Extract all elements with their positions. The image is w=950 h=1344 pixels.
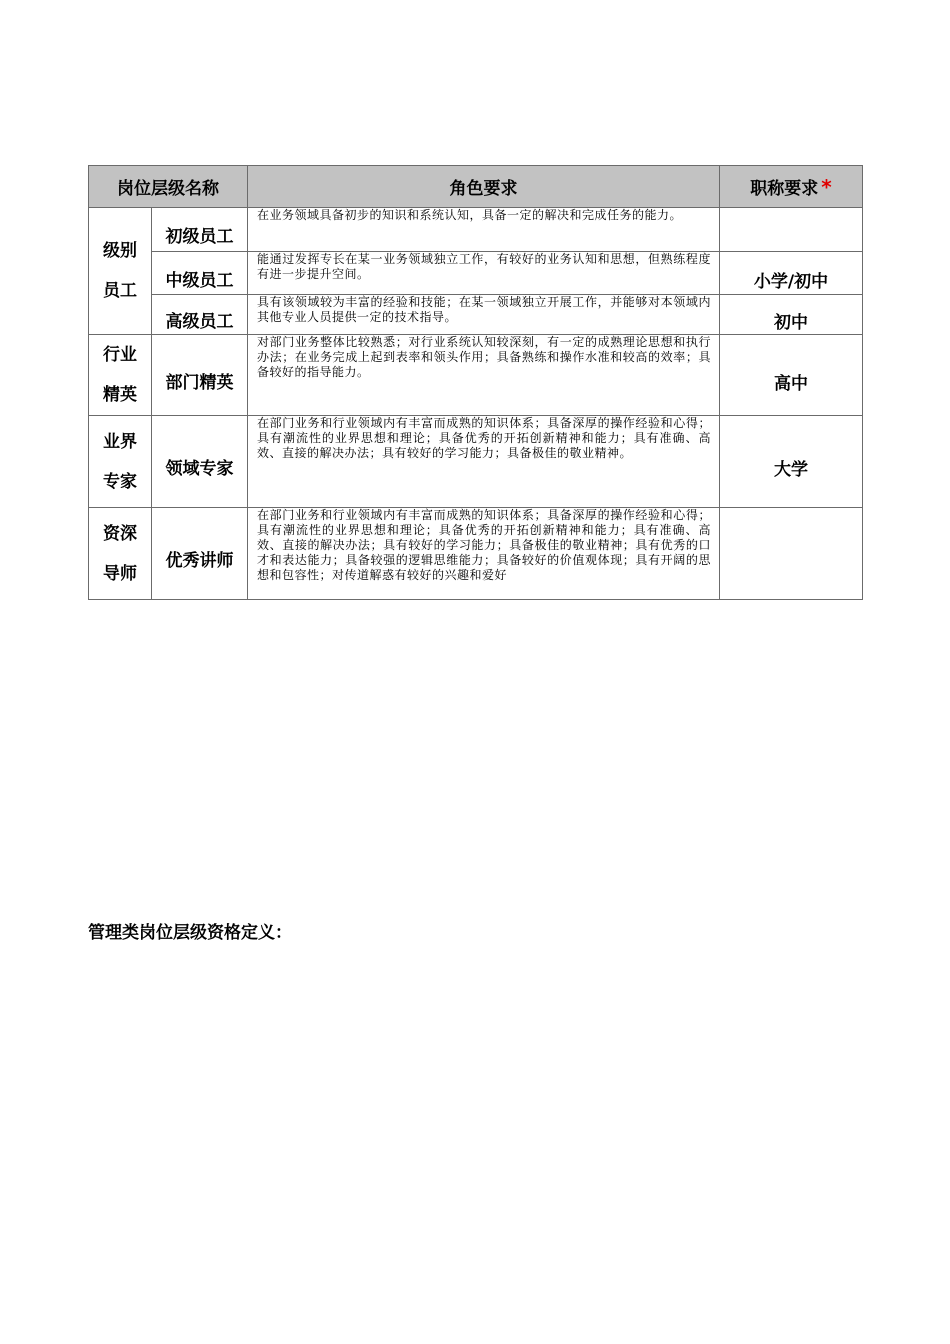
level-name: 优秀讲师 (165, 551, 234, 571)
group-name-line2: 员工 (103, 281, 137, 301)
table-row (89, 252, 863, 295)
group-name-line2: 精英 (103, 385, 137, 405)
group-cell-industry-elite (89, 335, 152, 416)
level-cell (152, 508, 248, 600)
header-title-label: 职称要求 (750, 179, 819, 199)
level-cell (152, 208, 248, 252)
level-name: 高级员工 (165, 312, 234, 332)
required-marker: * (821, 175, 832, 199)
table-row (89, 416, 863, 508)
table-row (89, 508, 863, 600)
title-cell (720, 295, 863, 335)
description-cell: 在部门业务和行业领域内有丰富而成熟的知识体系；具备深厚的操作经验和心得；具有潮流性的业界思想和理论；具备优秀的开拓创新精神和能力；具有准确、高效、直接的解决办法；具有较好的学习能力；具备极佳的敬业精神；具有优秀的口才和表达能力；具备较强的逻辑思维能力；具备较好的价值观体现；具有开阔的思想和包容性；对传道解惑有较好的兴趣和爱好 (248, 508, 720, 600)
group-name-line1: 业界 (103, 431, 137, 452)
table-row (89, 335, 863, 416)
qualification-table (88, 165, 863, 600)
table-row (89, 295, 863, 335)
group-name-line2: 专家 (103, 471, 137, 492)
group-name-line1: 行业 (103, 345, 137, 365)
title-value: 高中 (774, 373, 808, 394)
level-cell (152, 252, 248, 295)
level-cell (152, 295, 248, 335)
level-name: 初级员工 (165, 227, 234, 247)
group-cell-senior-mentor (89, 508, 152, 600)
level-cell (152, 335, 248, 416)
description-cell: 对部门业务整体比较熟悉；对行业系统认知较深刻，有一定的成熟理论思想和执行办法；在业务完成上起到表率和领头作用；具备熟练和操作水准和较高的效率；具备较好的指导能力。 (248, 335, 720, 416)
group-name-line1: 级别 (103, 241, 137, 261)
description-cell: 在部门业务和行业领域内有丰富而成熟的知识体系；具备深厚的操作经验和心得；具有潮流性的业界思想和理论；具备优秀的开拓创新精神和能力；具有准确、高效、直接的解决办法；具有较好的学习能力；具备极佳的敬业精神。 (248, 416, 720, 508)
section-heading: 管理类岗位层级资格定义： (88, 923, 292, 943)
header-role-requirement: 角色要求 (248, 166, 720, 208)
header-position-level: 岗位层级名称 (89, 166, 248, 208)
title-cell (720, 208, 863, 252)
group-name-line1: 资深 (103, 523, 137, 544)
level-cell (152, 416, 248, 508)
title-cell (720, 335, 863, 416)
title-cell (720, 416, 863, 508)
description-cell: 具有该领域较为丰富的经验和技能；在某一领域独立开展工作，并能够对本领域内其他专业人员提供一定的技术指导。 (248, 295, 720, 335)
group-cell-level-staff (89, 208, 152, 335)
title-value: 初中 (774, 313, 808, 333)
level-name: 中级员工 (165, 270, 234, 291)
title-cell (720, 508, 863, 600)
title-value: 大学 (774, 460, 808, 480)
group-cell-industry-expert (89, 416, 152, 508)
title-value: 小学/初中 (753, 271, 829, 292)
title-cell (720, 252, 863, 295)
description-cell: 在业务领域具备初步的知识和系统认知，具备一定的解决和完成任务的能力。 (248, 208, 720, 252)
table-header-row (89, 166, 863, 208)
table-row (89, 208, 863, 252)
level-name: 部门精英 (165, 372, 234, 393)
header-title-requirement (720, 166, 863, 208)
description-cell: 能通过发挥专长在某一业务领域独立工作，有较好的业务认知和思想，但熟练程度有进一步提升空间。 (248, 252, 720, 295)
level-name: 领域专家 (165, 459, 234, 479)
group-name-line2: 导师 (103, 563, 137, 584)
